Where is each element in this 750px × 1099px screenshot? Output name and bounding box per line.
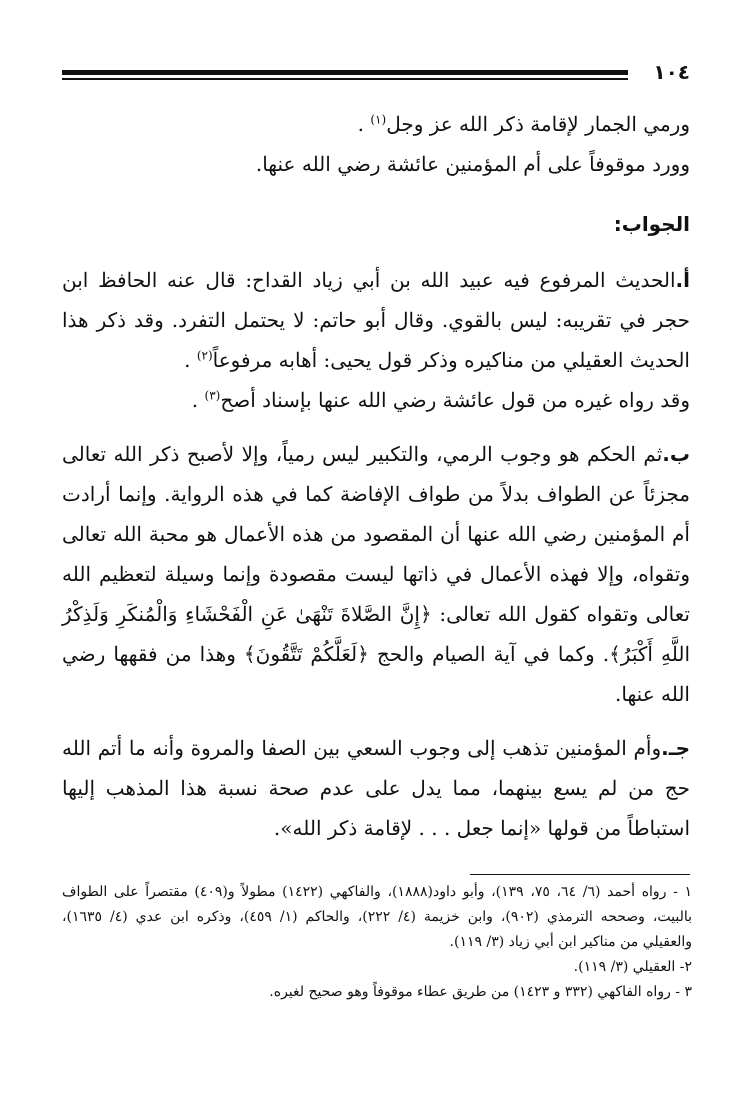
footnotes [62, 880, 692, 1005]
paragraph-ba: ب.ثم الحكم هو وجوب الرمي، والتكبير ليس رمياً، وإلا لأصبح ذكر الله تعالى مجزئاً عن الطواف بدلاً من طواف الإفاضة كما في هذه الرواية. وإنما أرادت أم المؤمنين رضي الله عنها أن المقصود من هذه الأعمال هو محبة الله تعالى وتقواه، وإلا فهذه الأعمال في ذاتها ليست مقصودة وإنما وسيلة لتعظيم الله تعالى وتقواه كقول الله تعالى: ﴿إِنَّ الصَّلاةَ تَنْهَىٰ عَنِ الْفَحْشَاءِ وَالْمُنكَرِ وَلَذِكْرُ اللَّهِ أَكْبَرُ﴾. وكما في آية الصيام والحج ﴿لَعَلَّكُمْ تَتَّقُونَ﴾ وهذا من فقهها رضي الله عنها. [62, 442, 690, 706]
paragraph-alif-2: وقد رواه غيره من قول عائشة رضي الله عنها بإسناد أصح$^{(٣)}$ . [191, 388, 690, 412]
footnote-divider [470, 874, 690, 875]
paragraph-alif: أ.الحديث المرفوع فيه عبيد الله بن أبي زياد القداح: قال عنه الحافظ ابن حجر في تقريبه: ليس بالقوي. وقال أبو حاتم: لا يحتمل التفرد. وقد ذكر هذا الحديث العقيلي من مناكيره وذكر قول يحيى: أهابه مرفوعاً$^{(٢)}$ . [62, 268, 690, 372]
body-text [62, 104, 690, 848]
header-rule-thick [62, 70, 628, 75]
footnote-ref-3: (٣) [204, 388, 221, 403]
footnote-2: ٢- العقيلي (٣/ ١١٩). [573, 959, 692, 975]
paragraph-marker: جـ. [661, 736, 690, 760]
page-number: ١٠٤ [653, 60, 690, 84]
footnote-1: ١ - رواه أحمد (٦/ ٦٤، ٧٥، ١٣٩)، وأبو داود(١٨٨٨)، والفاكهي (١٤٢٢) مطولاً و(٤٠٩) مقتصراً على الطواف بالبيت، وصححه الترمذي (٩٠٢)، وابن خزيمة (٤/ ٢٢٢)، والحاكم (١/ ٤٥٩)، وذكره ابن عدي (٤/ ١٦٣٥)، والعقيلي من مناكير ابن أبي زياد (٣/ ١١٩). [62, 884, 693, 950]
footnote-ref-1: (١) [370, 112, 387, 127]
paragraph-1: ورمي الجمار لإقامة ذكر الله عز وجل$^{(١)}$ . [357, 112, 690, 136]
paragraph-jim: جـ.وأم المؤمنين تذهب إلى وجوب السعي بين الصفا والمروة وأنه ما أتم الله حج من لم يسع بينهما، مما يدل على عدم صحة نسبة هذا المذهب إليها استباطاً من قولها «إنما جعل . . . لإقامة ذكر الله». [62, 736, 690, 840]
header-rule-thin [62, 78, 628, 80]
paragraph-marker: ب. [662, 442, 690, 466]
page-header [62, 60, 690, 86]
footnote-ref-2: (٢) [196, 348, 213, 363]
footnote-3: ٣ - رواه الفاكهي (٣٣٢ و ١٤٢٣) من طريق عطاء موقوفاً وهو صحيح لغيره. [269, 984, 692, 1000]
answer-heading: الجواب: [613, 212, 690, 236]
paragraph-2: وورد موقوفاً على أم المؤمنين عائشة رضي الله عنها. [255, 152, 690, 176]
paragraph-marker: أ. [675, 268, 690, 292]
